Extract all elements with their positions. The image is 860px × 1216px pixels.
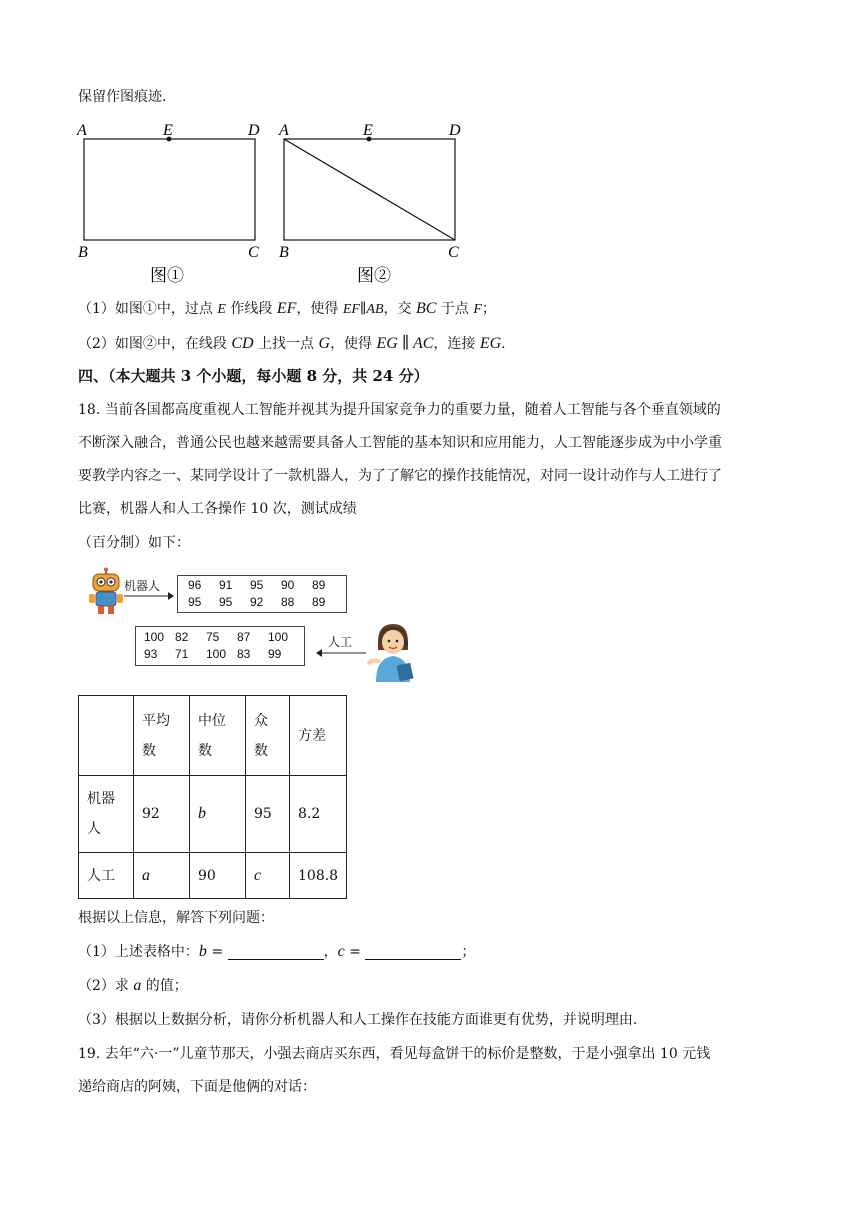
table-header-median: 中位 数 [190, 696, 246, 776]
fig1-label-d: D [248, 122, 260, 139]
human-scores-box [135, 626, 305, 666]
human-scores-row-2: 93 71 100 83 99 [144, 647, 282, 661]
table-header-row [79, 696, 347, 776]
robot-icon [86, 567, 126, 615]
section-heading: 四、（本大题共 3 个小题，每小题 8 分，共 24 分） [78, 367, 429, 385]
stats-table [78, 695, 347, 899]
q18-line-2: 不断深入融合，普通公民也越来越需要具备人工智能的基本知识和应用能力，人工智能逐步成为中小学重 [78, 435, 722, 451]
q19-line-2: 递给商店的阿姨，下面是他俩的对话： [78, 1079, 316, 1095]
robot-mode: 95 [246, 776, 290, 853]
q17-part2: （2）如图②中，在线段 CD 上找一点 G，使得 EG ∥ AC，连接 EG. [78, 335, 506, 352]
answer-blank-b[interactable] [228, 945, 324, 960]
fig1-label-b: B [78, 244, 88, 261]
q18-instruction: 根据以上信息，解答下列问题： [78, 910, 274, 926]
q18-line-4: 比赛，机器人和人工各操作 10 次，测试成绩 [78, 501, 357, 517]
robot-median: b [190, 776, 246, 853]
robot-mean: 92 [134, 776, 190, 853]
q18-line-1: 18. 当前各国都高度重视人工智能并视其为提升国家竞争力的重要力量，随着人工智能与各个垂直领域的 [78, 402, 721, 418]
robot-scores-row-2: 95 95 92 88 89 [188, 595, 326, 609]
robot-arrow-icon [124, 591, 174, 601]
human-arrow-icon [316, 648, 366, 658]
q18-line-3: 要教学内容之一、某同学设计了一款机器人，为了了解它的操作技能情况，对同一设计动作与人工进行了 [78, 468, 722, 484]
human-mode: c [246, 853, 290, 899]
robot-scores-box [177, 575, 347, 613]
q19-line-1: 19. 去年“六·一”儿童节那天，小强去商店买东西，看见每盒饼干的标价是整数，于是小强拿出 10 元钱 [78, 1046, 711, 1062]
operator-person-icon [366, 620, 420, 686]
robot-label: 机器人 [124, 579, 161, 593]
fig1-label-e: E [163, 122, 173, 139]
robot-variance: 8.2 [290, 776, 347, 853]
table-header-mean: 平均 数 [134, 696, 190, 776]
fig2-label-e: E [363, 122, 373, 139]
q18-sub1: （1）上述表格中：b = ，c = ； [78, 943, 476, 960]
table-row [79, 853, 347, 899]
row-name-robot: 机器 人 [79, 776, 134, 853]
robot-scores-row-1: 96 91 95 90 89 [188, 578, 326, 592]
human-scores-row-1: 100 82 75 87 100 [144, 630, 289, 644]
answer-blank-c[interactable] [365, 945, 461, 960]
fig1-label-a: A [77, 122, 87, 139]
fig1-label-c: C [248, 244, 259, 261]
table-header-variance: 方差 [290, 696, 347, 776]
human-mean: a [134, 853, 190, 899]
fig2-diagonal-ac [284, 139, 455, 240]
table-row [79, 776, 347, 853]
q18-sub3: （3）根据以上数据分析，请你分析机器人和人工操作在技能方面谁更有优势，并说明理由. [78, 1012, 638, 1028]
human-label: 人工 [328, 635, 353, 649]
row-name-human: 人工 [79, 853, 134, 899]
table-header-empty [79, 696, 134, 776]
table-header-mode: 众 数 [246, 696, 290, 776]
fig2-label-a: A [279, 122, 289, 139]
fig2-label-b: B [279, 244, 289, 261]
q17-part1: （1）如图①中，过点 E 作线段 EF，使得 EF∥AB，交 BC 于点 F； [78, 300, 496, 317]
human-variance: 108.8 [290, 853, 347, 899]
fig2-label-c: C [448, 244, 459, 261]
q18-sub2: （2）求 a 的值； [78, 977, 188, 994]
fig2-caption: 图② [357, 266, 391, 285]
human-median: 90 [190, 853, 246, 899]
fig2-label-d: D [449, 122, 461, 139]
intro-line: 保留作图痕迹. [78, 89, 167, 105]
geometry-figures [0, 115, 860, 315]
fig1-caption: 图① [150, 266, 184, 285]
q18-line-5: （百分制）如下： [78, 535, 190, 551]
fig1-rectangle [84, 139, 255, 240]
